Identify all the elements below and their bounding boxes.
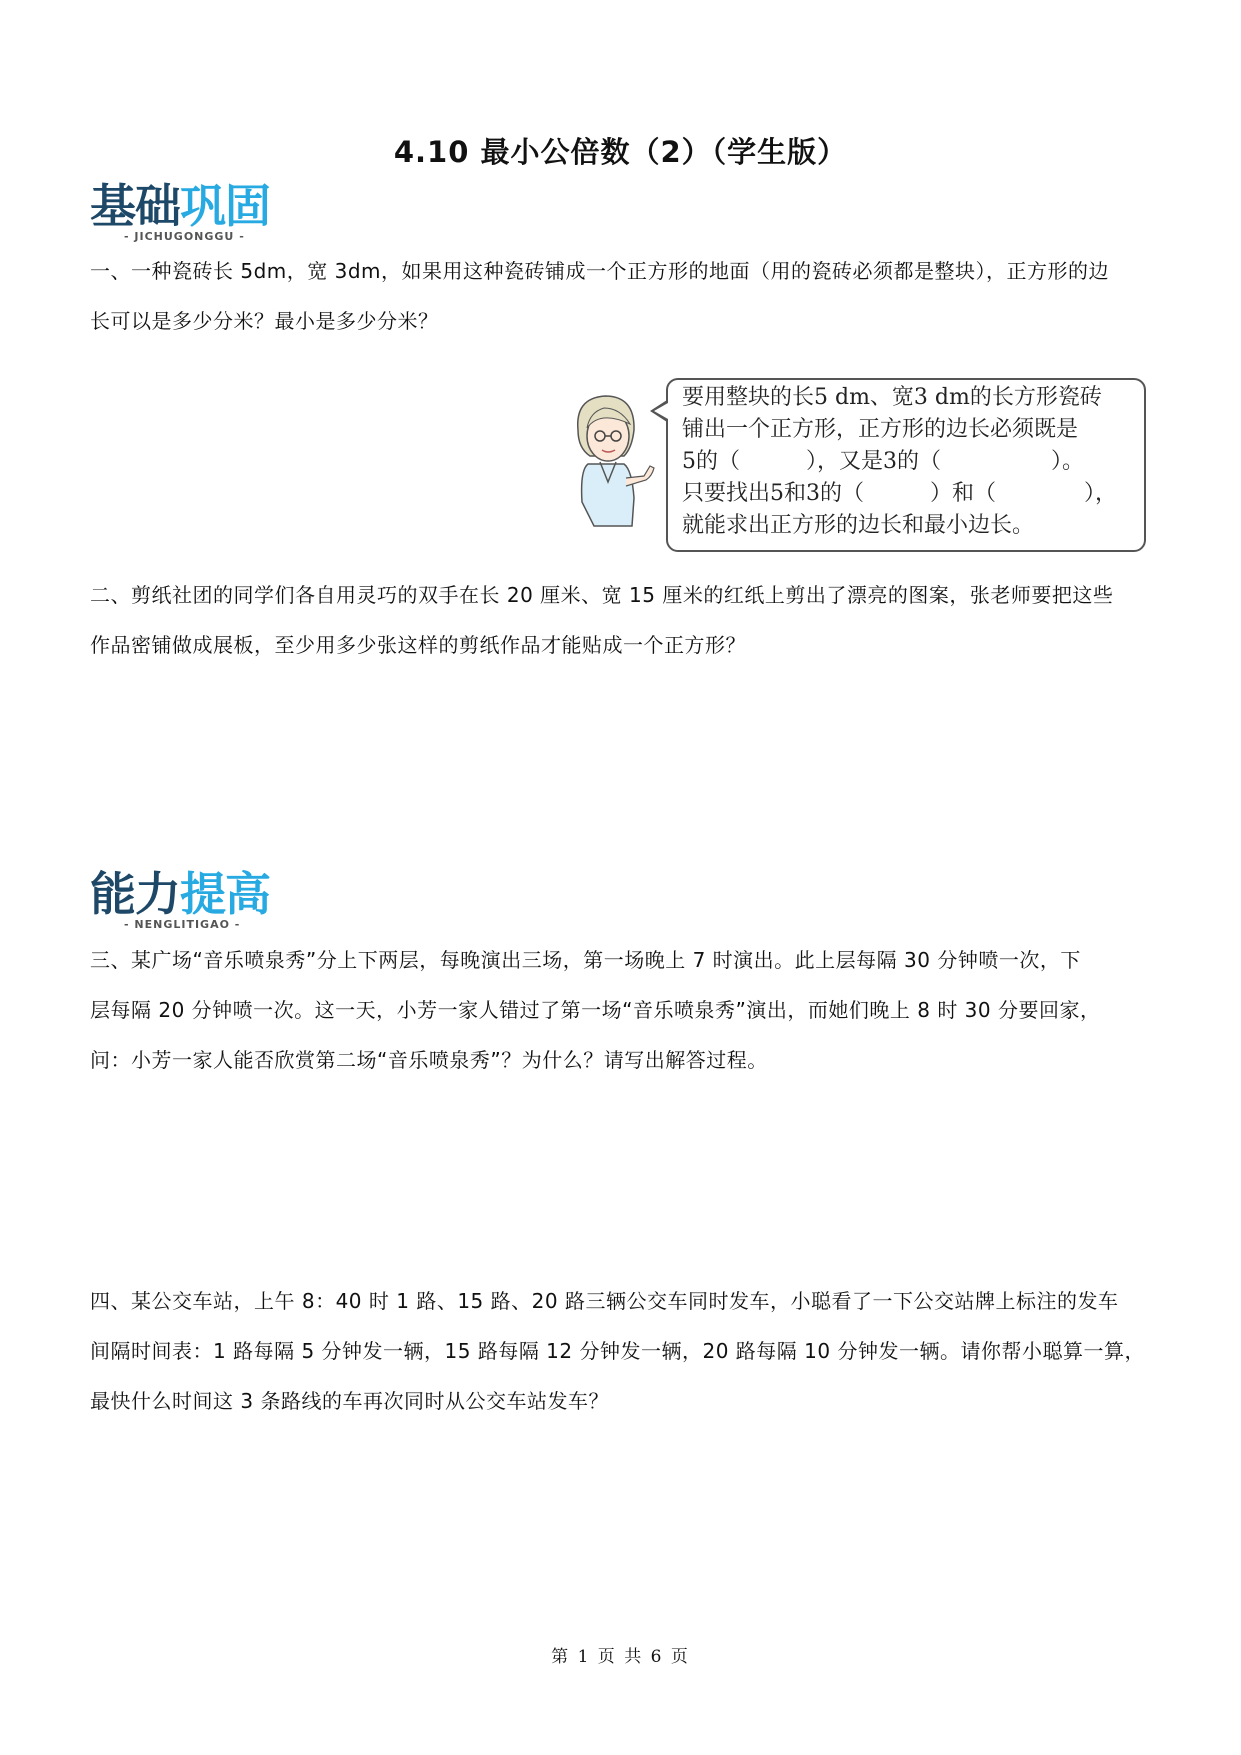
badge-subtitle: - JICHUGONGGU - <box>124 230 245 243</box>
hint-line-1: 要用整块的长5 dm、宽3 dm的长方形瓷砖 <box>682 385 1102 410</box>
hint-speech-bubble <box>666 378 1146 552</box>
section-badge-advanced <box>90 868 270 931</box>
question-4-line-1: 四、某公交车站，上午 8：40 时 1 路、15 路、20 路三辆公交车同时发车，小聪看了一下公交站牌上标注的发车 <box>90 1289 1119 1313</box>
badge-text-dark: 基础 <box>90 179 180 233</box>
section-badge-basic <box>90 180 270 243</box>
question-1-line-1: 一、一种瓷砖长 5dm，宽 3dm，如果用这种瓷砖铺成一个正方形的地面（用的瓷砖必须都是整块），正方形的边 <box>90 259 1110 283</box>
hint-line-2: 铺出一个正方形，正方形的边长必须既是 <box>682 417 1079 442</box>
question-4 <box>90 1276 1160 1426</box>
hint-line-5: 就能求出正方形的边长和最小边长。 <box>682 513 1035 538</box>
question-1-line-2: 长可以是多少分米？最小是多少分米？ <box>90 309 439 333</box>
badge-text-dark: 能力 <box>90 867 180 921</box>
badge-text-light: 提高 <box>180 867 270 921</box>
question-3-line-3: 问：小芳一家人能否欣赏第二场“音乐喷泉秀”？为什么？请写出解答过程。 <box>90 1048 768 1072</box>
page-title: 4.10 最小公倍数（2）（学生版） <box>393 135 848 169</box>
page-footer: 第 1 页 共 6 页 <box>551 1647 690 1667</box>
badge-subtitle: - NENGLITIGAO - <box>124 918 241 931</box>
question-4-line-2: 间隔时间表：1 路每隔 5 分钟发一辆，15 路每隔 12 分钟发一辆，20 路每隔 10 分钟发一辆。请你帮小聪算一算， <box>90 1339 1145 1363</box>
hint-line-3: 5的（ ），又是3的（ ）。 <box>682 449 1084 474</box>
question-1 <box>90 246 1160 346</box>
question-3 <box>90 935 1160 1085</box>
hint-line-4: 只要找出5和3的（ ）和（ ）， <box>682 481 1117 506</box>
question-3-line-1: 三、某广场“音乐喷泉秀”分上下两层，每晚演出三场，第一场晚上 7 时演出。此上层每隔 30 分钟喷一次，下 <box>90 948 1081 972</box>
teacher-illustration <box>560 390 660 540</box>
speech-bubble-tail-fill <box>654 403 668 419</box>
question-2-line-1: 二、剪纸社团的同学们各自用灵巧的双手在长 20 厘米、宽 15 厘米的红纸上剪出了漂亮的图案，张老师要把这些 <box>90 583 1114 607</box>
badge-text-light: 巩固 <box>180 179 270 233</box>
question-4-line-3: 最快什么时间这 3 条路线的车再次同时从公交车站发车？ <box>90 1389 609 1413</box>
question-2 <box>90 570 1160 670</box>
question-2-line-2: 作品密铺做成展板，至少用多少张这样的剪纸作品才能贴成一个正方形？ <box>90 633 746 657</box>
question-3-line-2: 层每隔 20 分钟喷一次。这一天，小芳一家人错过了第一场“音乐喷泉秀”演出，而她们晚上 8 时 30 分要回家， <box>90 998 1101 1022</box>
